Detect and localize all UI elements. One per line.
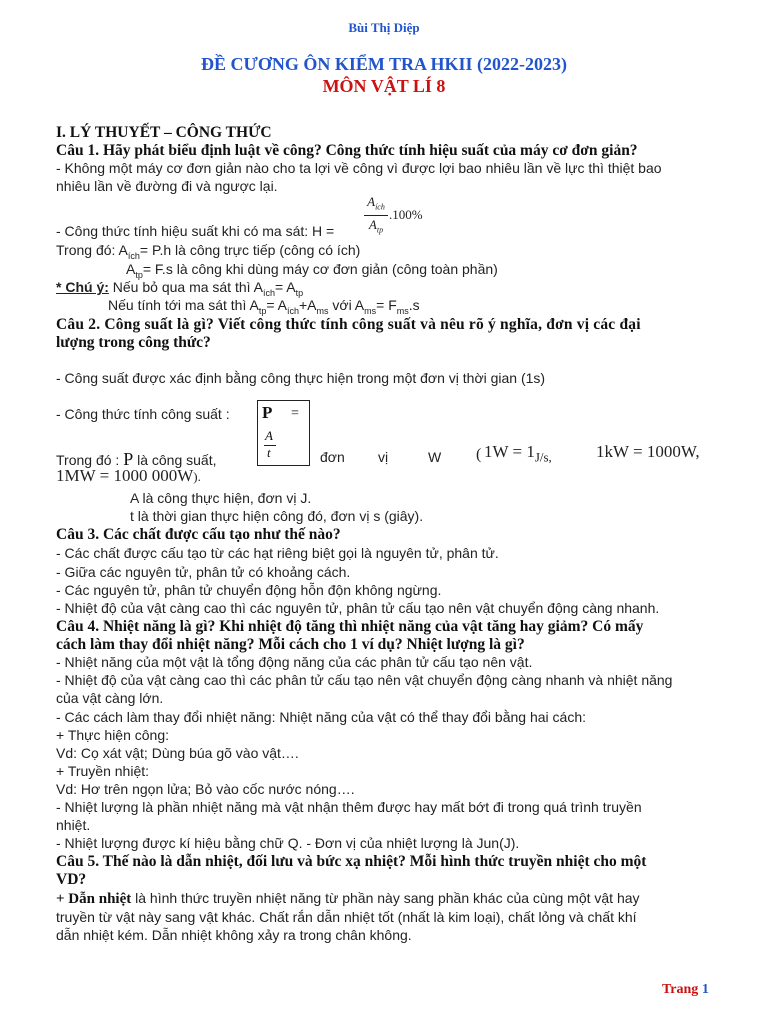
q4-answer-line: - Nhiệt lượng được kí hiệu bằng chữ Q. - Đơn vị của nhiệt lượng là Jun(J). bbox=[56, 835, 520, 851]
question-1-title: Câu 1. Hãy phát biểu định luật về công? Công thức tính hiệu suất của máy cơ đơn giản? bbox=[56, 142, 638, 159]
unit-equation: 1MW = 1000 000W). bbox=[56, 466, 201, 485]
q5-answer-line: truyền từ vật này sang vật khác. Chất rắn dẫn nhiệt tốt (nhất là kim loại), chất lỏng và chất khí bbox=[56, 909, 637, 925]
q4-answer-line: - Nhiệt độ của vật càng cao thì các phân tử cấu tạo nên vật chuyển động càng nhanh và nhiệt năng bbox=[56, 672, 673, 688]
power-formula-box: P = A t bbox=[257, 400, 310, 466]
q3-answer-line: - Các nguyên tử, phân tử chuyển động hỗn độn không ngừng. bbox=[56, 582, 442, 598]
author-name: Bùi Thị Diệp bbox=[348, 20, 420, 35]
question-4-title: Câu 4. Nhiệt năng là gì? Khi nhiệt độ tăng thì nhiệt năng của vật tăng hay giảm? Có mấy bbox=[56, 618, 644, 635]
section-heading: I. LÝ THUYẾT – CÔNG THỨC bbox=[56, 124, 272, 141]
q4-answer-line: - Nhiệt năng của một vật là tổng động năng của các phân tử cấu tạo nên vật. bbox=[56, 654, 533, 670]
question-4-title: cách làm thay đổi nhiệt năng? Mỗi cách cho 1 ví dụ? Nhiệt lượng là gì? bbox=[56, 636, 525, 653]
q2-answer-line: t là thời gian thực hiện công đó, đơn vị s (giây). bbox=[130, 508, 424, 524]
q5-answer-line: dẫn nhiệt kém. Dẫn nhiệt không xảy ra trong chân không. bbox=[56, 927, 412, 943]
power-formula-label: - Công thức tính công suất : bbox=[56, 406, 230, 422]
q1-note-line: Nếu tính tới ma sát thì $A_{tp}= A_{ích}+A_{ms}$ với $A_{ms}= F_{ms}.s$ bbox=[108, 297, 420, 316]
efficiency-formula-label: - Công thức tính hiệu suất khi có ma sát: H = bbox=[56, 223, 335, 239]
q4-answer-line: + Thực hiện công: bbox=[56, 727, 170, 743]
q4-answer-line: của vật càng lớn. bbox=[56, 690, 164, 706]
question-2-title: Câu 2. Công suất là gì? Viết công thức tính công suất và nêu rõ ý nghĩa, đơn vị các đại bbox=[56, 316, 641, 333]
q1-note-line: * Chú ý: Nếu bỏ qua ma sát thì $A_{ích}= A_{tp}$ bbox=[56, 279, 304, 298]
q1-answer-line: nhiêu lần về đường đi và ngược lại. bbox=[56, 178, 278, 194]
q5-answer-line: + Dẫn nhiệt là hình thức truyền nhiệt năng từ phần này sang phần khác của cùng một vật hay bbox=[56, 890, 640, 907]
unit-word: vị bbox=[378, 449, 389, 465]
q4-answer-line: Vd: Cọ xát vật; Dùng búa gõ vào vật…. bbox=[56, 745, 299, 761]
unit-equation: $1W = 1_{J/s,}$ bbox=[484, 442, 552, 465]
q1-answer-line: - Không một máy cơ đơn giản nào cho ta lợi về công vì được lợi bao nhiêu lần về lực thì thiệt bao bbox=[56, 160, 662, 176]
q4-answer-line: Vd: Hơ trên ngọn lửa; Bỏ vào cốc nước nóng…. bbox=[56, 781, 355, 797]
page-number: Trang 1 bbox=[662, 982, 709, 997]
q3-answer-line: - Nhiệt độ của vật càng cao thì các nguyên tử, phân tử cấu tạo nên vật chuyển động càng nhanh. bbox=[56, 600, 660, 616]
question-5-title: Câu 5. Thế nào là dẫn nhiệt, đối lưu và bức xạ nhiệt? Mỗi hình thức truyền nhiệt cho một bbox=[56, 853, 647, 870]
q4-answer-line: + Truyền nhiệt: bbox=[56, 763, 150, 779]
q2-answer-line: - Công suất được xác định bằng công thực hiện trong một đơn vị thời gian (1s) bbox=[56, 370, 546, 386]
q1-where-line: Trong đó: $A_{ích}= P.h$ là công trực tiếp (công có ích) bbox=[56, 242, 361, 261]
q3-answer-line: - Các chất được cấu tạo từ các hạt riêng biệt gọi là nguyên tử, phân tử. bbox=[56, 545, 499, 561]
subject-title: MÔN VẬT LÍ 8 bbox=[322, 76, 446, 96]
q4-answer-line: - Các cách làm thay đổi nhiệt năng: Nhiệt năng của vật có thể thay đổi bằng hai cách: bbox=[56, 709, 586, 725]
q4-answer-line: - Nhiệt lượng là phần nhiệt năng mà vật nhận thêm được hay mất bớt đi trong quá trình truyền bbox=[56, 799, 642, 815]
q4-answer-line: nhiệt. bbox=[56, 817, 91, 833]
document-title: ĐỀ CƯƠNG ÔN KIỂM TRA HKII (2022-2023) bbox=[200, 54, 567, 74]
q3-answer-line: - Giữa các nguyên tử, phân tử có khoảng cách. bbox=[56, 564, 351, 580]
unit-equation: 1kW = 1000W, bbox=[596, 442, 700, 461]
unit-symbol: W bbox=[428, 449, 442, 465]
question-3-title: Câu 3. Các chất được cấu tạo như thế nào? bbox=[56, 526, 341, 543]
q1-where-line: $A_{tp}= F.s$ là công khi dùng máy cơ đơn giản (công toàn phần) bbox=[126, 261, 498, 280]
unit-paren: ( bbox=[476, 446, 482, 463]
q2-answer-line: A là công thực hiện, đơn vị J. bbox=[130, 490, 312, 506]
unit-word: đơn bbox=[320, 449, 345, 465]
q2-where-line: Trong đó : P là công suất, bbox=[56, 449, 217, 469]
question-5-title: VD? bbox=[56, 871, 87, 888]
question-2-title: lượng trong công thức? bbox=[56, 334, 211, 351]
